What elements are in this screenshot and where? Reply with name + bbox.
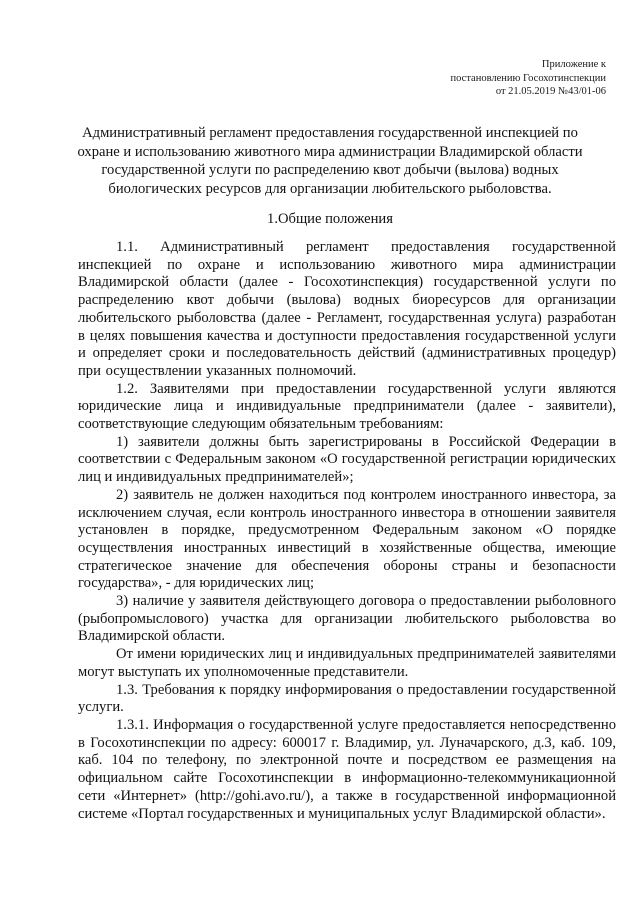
section-heading: 1.Общие положения [267,211,393,227]
document-body [78,239,616,823]
paragraph-1-3-1: 1.3.1. Информация о государственной услуге предоставляется непосредственно в Госохотинспекции по адресу: 600017 г. Владимир, ул. Луначарского, д.3, каб. 109, каб. 104 по телефону, по электронной почте и посредством ее размещения на официальном сайте Госохотинспекции в информационно-телекоммуникационной сети «Интернет» (http://gohi.avo.ru/), а также в государственной информационной системе «Портал государственных и муниципальных услуг Владимирской области». [78,716,616,822]
appendix-line-3: от 21.05.2019 №43/01-06 [495,86,606,97]
requirement-1: 1) заявители должны быть зарегистрированы в Российской Федерации в соответствии с Федеральным законом «О государственной регистрации юридических лиц и индивидуальных предпринимателей»; [78,433,616,486]
appendix-line-2: постановлению Госохотинспекции [450,72,606,84]
document-title: Административный регламент предоставления государственной инспекцией по охране и использованию животного мира администрации Владимирской области государственной услуги по распределению квот добычи (вылова) водных биологических ресурсов для организации любительского рыболовства. [77,125,583,197]
requirement-2: 2) заявитель не должен находиться под контролем иностранного инвестора, за исключением случая, если контроль иностранного инвестора в отношении заявителя установлен в порядке, предусмотренном Федеральным законом «О порядке осуществления иностранных инвестиций в хозяйственные общества, имеющие стратегическое значение для обеспечения обороны страны и безопасности государства», - для юридических лиц; [78,486,616,592]
appendix-line-1: Приложение к [541,59,606,70]
paragraph-1-1: 1.1. Административный регламент предоставления государственной инспекцией по охране и использованию животного мира администрации Владимирской области (далее - Госохотинспекция) государственной услуги по распределению квот добычи (вылова) водных биоресурсов для организации любительского рыболовства (далее - Регламент, государственная услуга) разработан в целях повышения качества и доступности предоставления государственной услуги и определяет сроки и последовательность действий (административных процедур) при осуществлении указанных полномочий. [78,239,616,379]
requirement-3: 3) наличие у заявителя действующего договора о предоставлении рыболовного (рыбопромыслового) участка для организации любительского рыболовства во Владимирской области. [78,593,616,645]
paragraph-1-3: 1.3. Требования к порядку информирования о предоставлении государственной услуги. [78,681,616,716]
appendix-header [451,58,606,99]
paragraph-representatives: От имени юридических лиц и индивидуальных предпринимателей заявителями могут выступать их уполномоченные представители. [78,646,616,680]
paragraph-1-2: 1.2. Заявителями при предоставлении государственной услуги являются юридические лица и индивидуальные предприниматели (далее - заявители), соответствующие следующим обязательным требованиям: [78,380,616,433]
